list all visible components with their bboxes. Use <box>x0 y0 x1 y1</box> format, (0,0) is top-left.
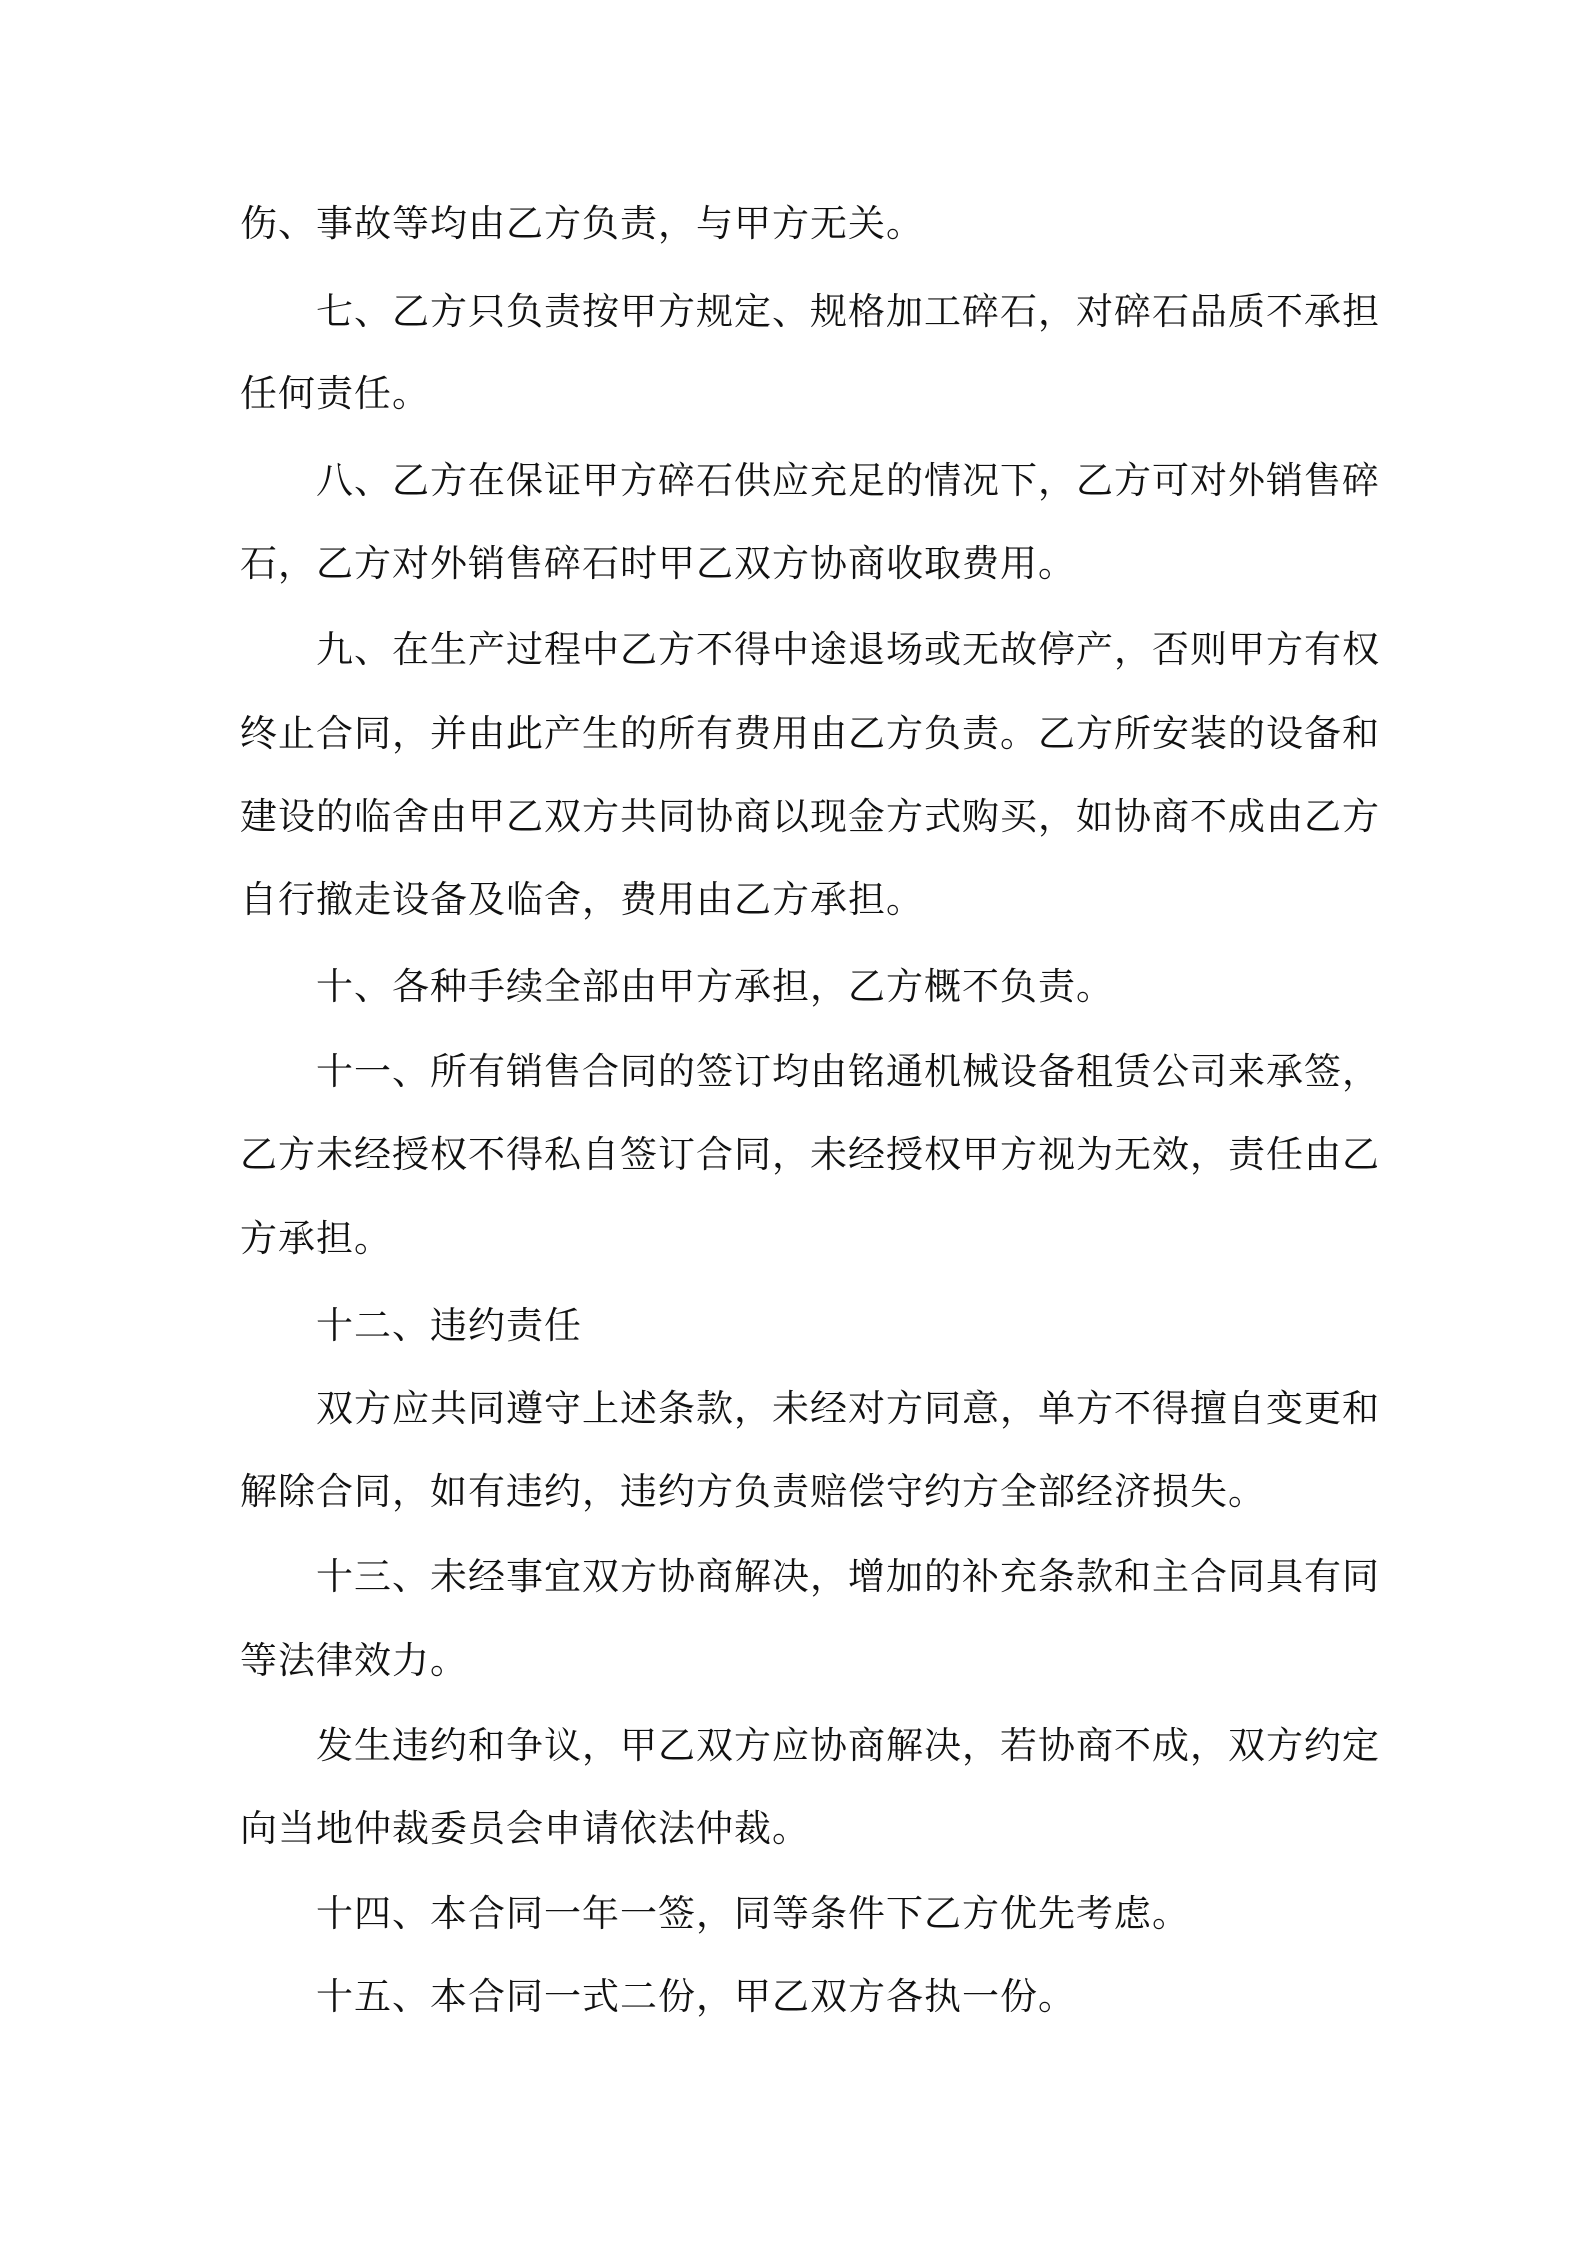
clause-9-line-4: 自行撤走设备及临舍，费用由乙方承担。 <box>240 878 924 921</box>
clause-10-line-1: 十、各种手续全部由甲方承担，乙方概不负责。 <box>316 965 1114 1008</box>
text-line: 伤、事故等均由乙方负责，与甲方无关。 <box>240 202 924 245</box>
clause-9-line-1: 九、在生产过程中乙方不得中途退场或无故停产，否则甲方有权 <box>316 628 1380 671</box>
clause-11-line-2: 乙方未经授权不得私自签订合同，未经授权甲方视为无效，责任由乙 <box>240 1133 1380 1176</box>
dispute-line-1: 发生违约和争议，甲乙双方应协商解决，若协商不成，双方约定 <box>316 1724 1380 1767</box>
clause-9-line-3: 建设的临舍由甲乙双方共同协商以现金方式购买，如协商不成由乙方 <box>240 795 1380 838</box>
clause-9-line-2: 终止合同，并由此产生的所有费用由乙方负责。乙方所安装的设备和 <box>240 712 1380 755</box>
clause-12-heading: 十二、违约责任 <box>316 1304 582 1347</box>
clause-12-line-2: 解除合同，如有违约，违约方负责赔偿守约方全部经济损失。 <box>240 1470 1266 1513</box>
clause-11-line-1: 十一、所有销售合同的签订均由铭通机械设备租赁公司来承签， <box>316 1050 1380 1093</box>
clause-12-line-1: 双方应共同遵守上述条款，未经对方同意，单方不得擅自变更和 <box>316 1387 1380 1430</box>
clause-14-line-1: 十四、本合同一年一签，同等条件下乙方优先考虑。 <box>316 1892 1190 1935</box>
dispute-line-2: 向当地仲裁委员会申请依法仲裁。 <box>240 1807 810 1850</box>
clause-11-line-3: 方承担。 <box>240 1217 392 1260</box>
clause-8-line-2: 石，乙方对外销售碎石时甲乙双方协商收取费用。 <box>240 542 1076 585</box>
clause-7-line-1: 七、乙方只负责按甲方规定、规格加工碎石，对碎石品质不承担 <box>316 290 1380 333</box>
clause-7-line-2: 任何责任。 <box>240 372 430 415</box>
clause-15-line-1: 十五、本合同一式二份，甲乙双方各执一份。 <box>316 1975 1076 2018</box>
clause-13-line-1: 十三、未经事宜双方协商解决，增加的补充条款和主合同具有同 <box>316 1555 1380 1598</box>
clause-8-line-1: 八、乙方在保证甲方碎石供应充足的情况下，乙方可对外销售碎 <box>316 459 1380 502</box>
clause-13-line-2: 等法律效力。 <box>240 1639 468 1682</box>
